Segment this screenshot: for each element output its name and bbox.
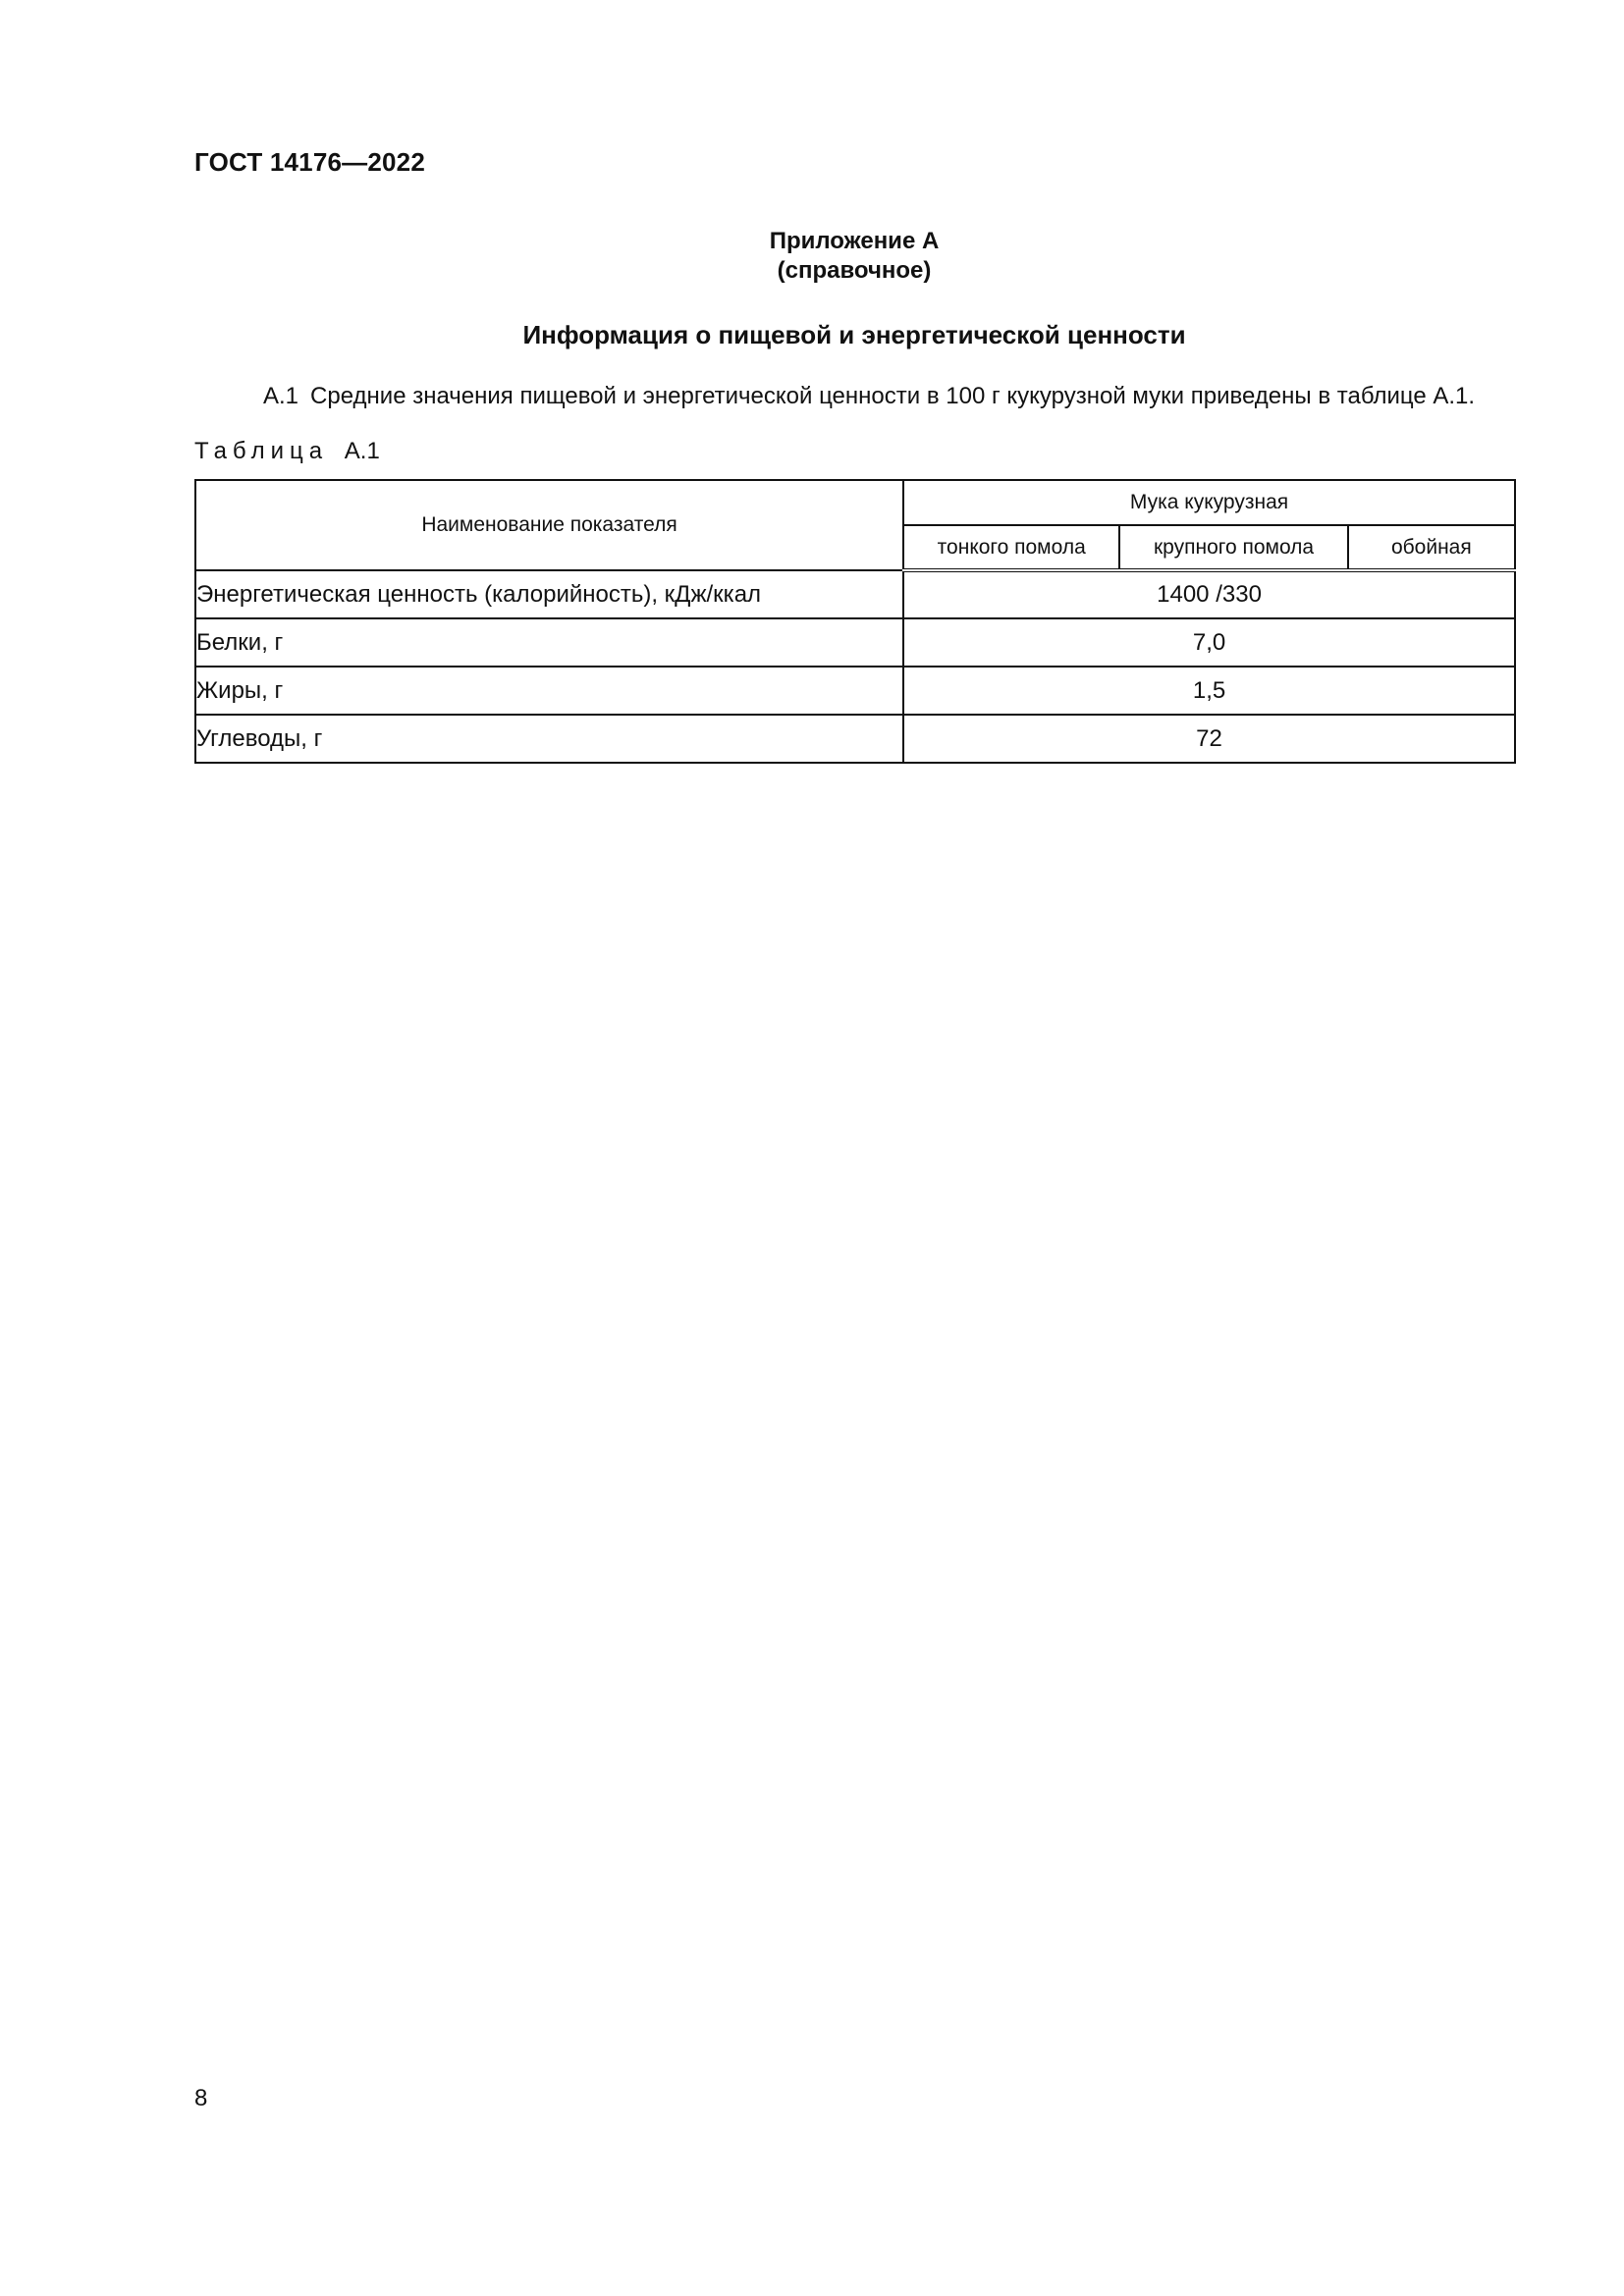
table-caption-label: Таблица bbox=[194, 438, 329, 464]
table-row bbox=[195, 618, 1515, 667]
row-label: Энергетическая ценность (калорийность), кДж/ккал bbox=[195, 570, 903, 618]
nutrition-table bbox=[194, 479, 1516, 764]
document-code: ГОСТ 14176—2022 bbox=[194, 147, 425, 177]
table-header-row bbox=[195, 480, 1515, 525]
table-row bbox=[195, 570, 1515, 618]
row-value: 7,0 bbox=[903, 618, 1515, 667]
paragraph-number: А.1 bbox=[263, 383, 299, 409]
header-wholemeal: обойная bbox=[1348, 525, 1515, 570]
paragraph-a1 bbox=[263, 383, 1475, 410]
header-indicator-name: Наименование показателя bbox=[195, 480, 903, 570]
header-group-corn-flour: Мука кукурузная bbox=[903, 480, 1515, 525]
table-caption bbox=[194, 438, 380, 465]
table-caption-number: А.1 bbox=[344, 438, 380, 464]
paragraph-text: Средние значения пищевой и энергетической ценности в 100 г кукурузной муки приведены в таблице А.1. bbox=[310, 383, 1476, 409]
header-coarse-grind: крупного помола bbox=[1119, 525, 1347, 570]
appendix-title: Приложение А bbox=[769, 228, 940, 254]
header-fine-grind: тонкого помола bbox=[903, 525, 1119, 570]
table-row bbox=[195, 715, 1515, 763]
section-title: Информация о пищевой и энергетической ценности bbox=[522, 320, 1186, 349]
row-label: Углеводы, г bbox=[195, 715, 903, 763]
row-value: 1400 /330 bbox=[903, 570, 1515, 618]
page-number: 8 bbox=[194, 2085, 208, 2111]
row-value: 72 bbox=[903, 715, 1515, 763]
row-value: 1,5 bbox=[903, 667, 1515, 715]
row-label: Белки, г bbox=[195, 618, 903, 667]
table-row bbox=[195, 667, 1515, 715]
row-label: Жиры, г bbox=[195, 667, 903, 715]
appendix-type: (справочное) bbox=[777, 257, 932, 284]
